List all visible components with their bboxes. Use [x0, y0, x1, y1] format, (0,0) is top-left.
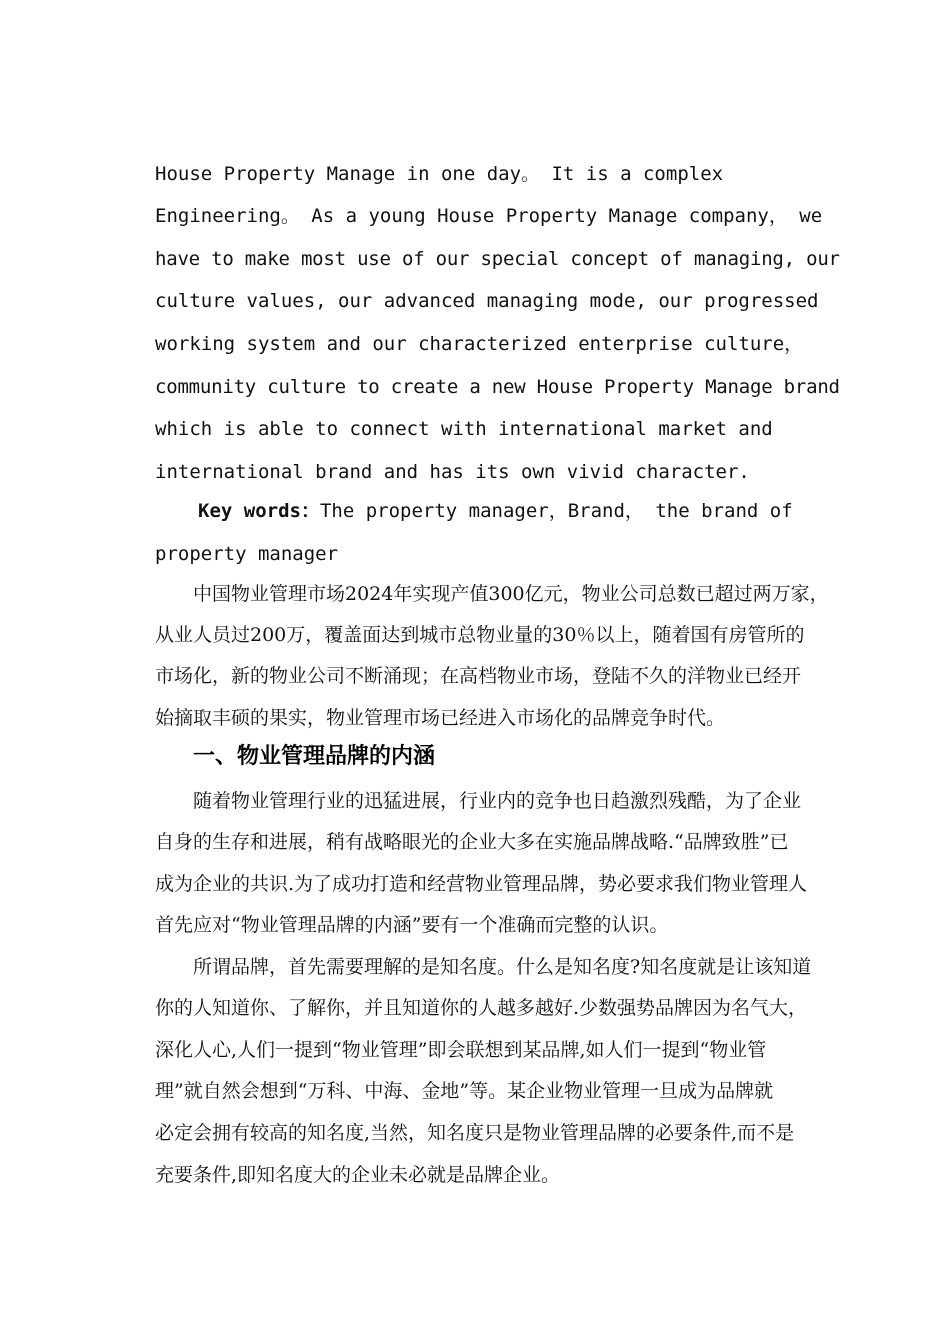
keywords-line-continued: property manager	[155, 543, 339, 565]
abstract-line: which is able to connect with international market and	[155, 418, 773, 440]
paragraph-line: 你的人知道你、了解你，并且知道你的人越多越好.少数强势品牌因为名气大，	[155, 997, 808, 1019]
paragraph-line: 市场化，新的物业公司不断涌现；在高档物业市场，登陆不久的洋物业已经开	[155, 665, 802, 687]
paragraph-line: 自身的生存和进展，稍有战略眼光的企业大多在实施品牌战略.“品牌致胜”已	[155, 831, 789, 853]
keywords-line	[198, 499, 793, 523]
abstract-line: community culture to create a new House Property Manage brand	[155, 376, 840, 398]
paragraph-line: 成为企业的共识.为了成功打造和经营物业管理品牌，势必要求我们物业管理人	[155, 873, 808, 895]
paragraph-line: 从业人员过200万，覆盖面达到城市总物业量的30％以上，随着国有房管所的	[155, 624, 805, 646]
abstract-line: have to make most use of our special concept of managing, our	[155, 248, 840, 270]
abstract-line: culture values, our advanced managing mode, our progressed	[155, 290, 819, 312]
paragraph-line: 随着物业管理行业的迅猛进展，行业内的竞争也日趋激烈残酷，为了企业	[193, 790, 802, 812]
paragraph-line: 首先应对“物业管理品牌的内涵”要有一个准确而完整的认识。	[155, 914, 669, 936]
paragraph-line: 理”就自然会想到“万科、中海、金地”等。某企业物业管理一旦成为品牌就	[155, 1080, 774, 1102]
keywords-label: Key words：	[198, 500, 320, 522]
abstract-line: House Property Manage in one day。 It is a complex	[155, 163, 724, 185]
paragraph-line: 必定会拥有较高的知名度,当然，知名度只是物业管理品牌的必要条件,而不是	[155, 1122, 795, 1144]
paragraph-line: 所谓品牌，首先需要理解的是知名度。什么是知名度?知名度就是让该知道	[193, 956, 812, 978]
abstract-line: working system and our characterized enterprise culture，	[155, 333, 804, 355]
paragraph-line: 充要条件,即知名度大的企业未必就是品牌企业。	[155, 1164, 561, 1186]
abstract-line: Engineering。 As a young House Property Manage company， we	[155, 205, 823, 227]
abstract-line: international brand and has its own vivid character.	[155, 461, 750, 483]
section-heading: 一、物业管理品牌的内涵	[193, 744, 436, 769]
paragraph-line: 始摘取丰硕的果实，物业管理市场已经进入市场化的品牌竞争时代。	[155, 707, 726, 729]
paragraph-line: 中国物业管理市场2024年实现产值300亿元，物业公司总数已超过两万家，	[193, 583, 829, 605]
paragraph-line: 深化人心,人们一提到“物业管理”即会联想到某品牌,如人们一提到“物业管	[155, 1039, 767, 1061]
keywords-text: The property manager，Brand， the brand of	[319, 500, 793, 522]
